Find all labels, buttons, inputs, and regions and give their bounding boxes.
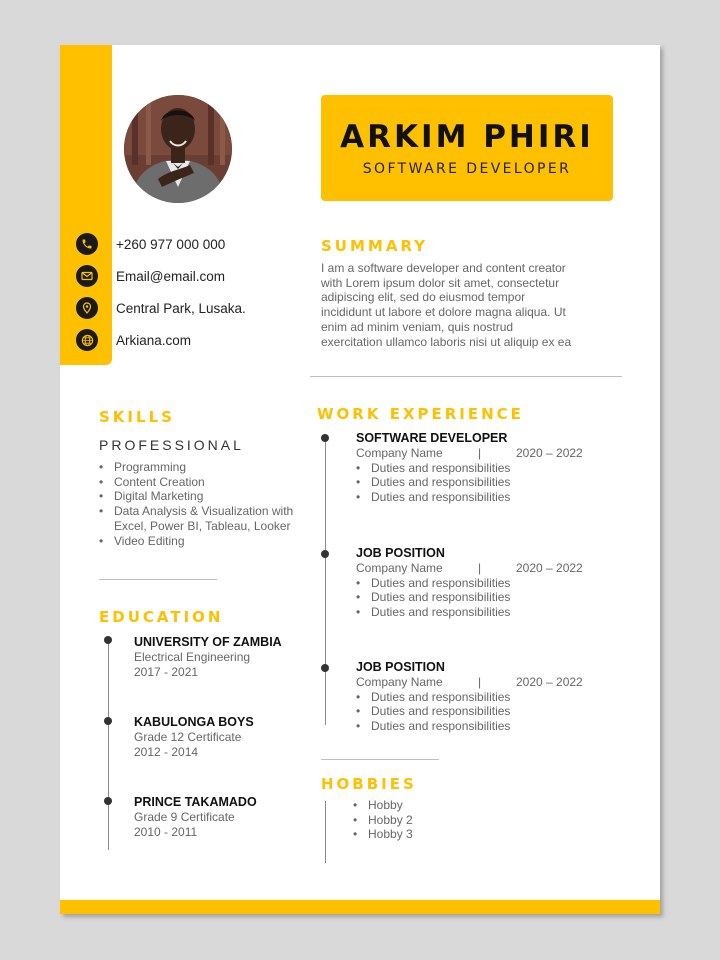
list-item: • Duties and responsibilities: [356, 475, 616, 490]
job-title: JOB POSITION: [356, 546, 445, 560]
profile-photo: [124, 95, 232, 203]
list-item: • Duties and responsibilities: [356, 590, 616, 605]
experience-divider: [321, 759, 439, 760]
contact-email-text: Email@email.com: [116, 268, 225, 284]
summary-line: adipiscing elit, sed do eiusmod tempor: [321, 290, 526, 305]
education-years: 2017 - 2021: [134, 664, 199, 679]
list-item: • Digital Marketing: [99, 489, 311, 504]
timeline-dot: [321, 664, 329, 672]
list-item: • Duties and responsibilities: [356, 576, 616, 591]
job-duties: [356, 576, 616, 620]
phone-icon: [76, 233, 98, 255]
resume-page: [60, 45, 660, 914]
hobbies-list: [353, 798, 413, 842]
skills-list: [99, 460, 311, 548]
list-item: • Duties and responsibilities: [356, 490, 616, 505]
contact-phone: [76, 232, 225, 256]
job-meta: [356, 561, 616, 576]
skills-heading: SKILLS: [99, 408, 175, 426]
accent-bottom-band: [60, 900, 660, 914]
list-item: • Content Creation: [99, 475, 311, 490]
summary-heading: SUMMARY: [321, 237, 429, 255]
candidate-role: SOFTWARE DEVELOPER: [362, 161, 572, 177]
education-school: PRINCE TAKAMADO: [134, 795, 257, 809]
job-title: SOFTWARE DEVELOPER: [356, 431, 508, 445]
education-detail: Grade 9 Certificate: [134, 810, 235, 824]
summary-divider: [310, 376, 622, 377]
globe-icon: [76, 329, 98, 351]
job-separator: |: [478, 446, 482, 460]
name-banner: [321, 95, 613, 201]
job-meta: [356, 446, 616, 461]
education-entry: [134, 795, 257, 839]
education-entry: [134, 635, 282, 679]
job-entry: [356, 546, 616, 620]
timeline-dot: [321, 550, 329, 558]
contact-location-text: Central Park, Lusaka.: [116, 300, 246, 316]
contact-email: [76, 264, 225, 288]
list-item: • Duties and responsibilities: [356, 461, 616, 476]
education-detail: Electrical Engineering: [134, 650, 251, 664]
experience-timeline: [325, 437, 326, 725]
job-company: Company Name: [356, 561, 443, 575]
list-item: • Video Editing: [99, 534, 311, 549]
summary-line: exercitation ullamco laboris nisi ut aliquip ex ea: [321, 334, 572, 349]
job-years: 2020 – 2022: [516, 561, 583, 575]
list-item: • Duties and responsibilities: [356, 704, 616, 719]
job-company: Company Name: [356, 446, 443, 460]
education-timeline: [108, 640, 109, 850]
education-school: KABULONGA BOYS: [134, 715, 254, 729]
hobbies-heading: HOBBIES: [321, 775, 417, 793]
job-years: 2020 – 2022: [516, 675, 583, 689]
summary-line: enim ad minim veniam, quis nostrud: [321, 319, 514, 334]
list-item: • Programming: [99, 460, 311, 475]
candidate-name: ARKIM PHIRI: [340, 119, 594, 155]
list-item: • Hobby 2: [353, 813, 413, 828]
summary-line: incididunt ut labore et dolore magna aliqua. Ut: [321, 305, 566, 320]
list-item: • Duties and responsibilities: [356, 690, 616, 705]
education-heading: EDUCATION: [99, 608, 224, 626]
job-meta: [356, 675, 616, 690]
contact-location: [76, 296, 246, 320]
job-entry: [356, 660, 616, 734]
education-entry: [134, 715, 254, 759]
job-entry: [356, 431, 616, 505]
job-title: JOB POSITION: [356, 660, 445, 674]
summary-line: with Lorem ipsum dolor sit amet, consectetur: [321, 275, 560, 290]
job-separator: |: [478, 675, 482, 689]
list-item: • Duties and responsibilities: [356, 719, 616, 734]
job-company: Company Name: [356, 675, 443, 689]
summary-line: I am a software developer and content creator: [321, 261, 566, 275]
timeline-dot: [321, 434, 329, 442]
list-item: • Hobby 3: [353, 827, 413, 842]
list-item: • Data Analysis & Visualization with Excel, Power BI, Tableau, Looker: [99, 504, 311, 533]
education-detail: Grade 12 Certificate: [134, 730, 242, 744]
email-icon: [76, 265, 98, 287]
timeline-dot: [104, 797, 112, 805]
education-years: 2010 - 2011: [134, 824, 198, 839]
skills-subheading: PROFESSIONAL: [99, 437, 244, 453]
education-years: 2012 - 2014: [134, 744, 199, 759]
list-item: • Duties and responsibilities: [356, 605, 616, 620]
contact-phone-text: +260 977 000 000: [116, 236, 226, 252]
education-school: UNIVERSITY OF ZAMBIA: [134, 635, 282, 649]
location-icon: [76, 297, 98, 319]
job-separator: |: [478, 561, 482, 575]
timeline-dot: [104, 636, 112, 644]
contact-website[interactable]: [76, 328, 191, 352]
hobbies-timeline: [325, 801, 326, 863]
job-duties: [356, 690, 616, 734]
list-item: • Hobby: [353, 798, 413, 813]
job-years: 2020 – 2022: [516, 446, 583, 460]
skills-divider: [99, 579, 217, 580]
experience-heading: WORK EXPERIENCE: [317, 405, 524, 423]
contact-website-text[interactable]: Arkiana.com: [116, 332, 192, 348]
summary-text: [321, 261, 611, 349]
job-duties: [356, 461, 616, 505]
timeline-dot: [104, 717, 112, 725]
